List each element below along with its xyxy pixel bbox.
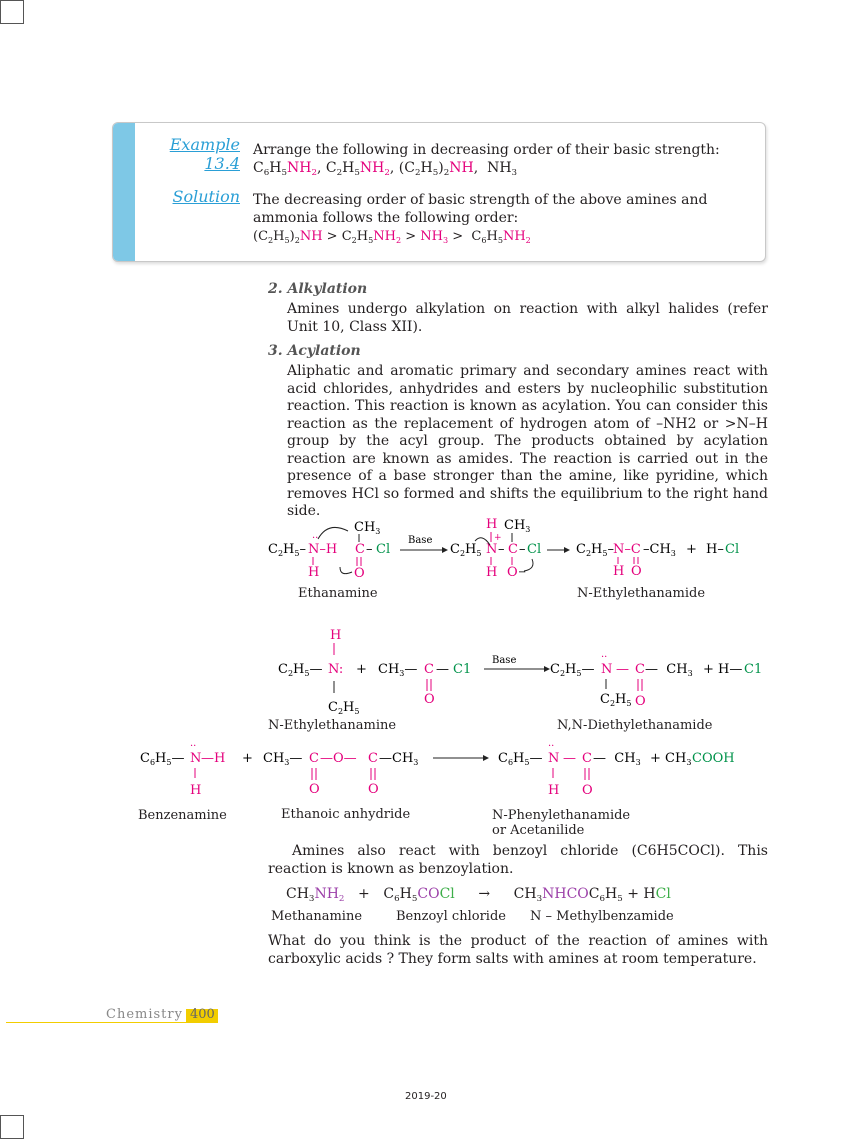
svg-text:Cl: Cl [725,542,740,557]
svg-text:O: O [635,694,646,709]
svg-text:CH3—: $CH_3—$ [263,751,303,767]
footer-page-number: 400 [190,1007,215,1022]
svg-text:N: N [486,542,498,557]
benzoylation-label-1: Methanamine [271,909,363,924]
svg-text:— CH3: — $CH_3$ [645,662,693,678]
crop-mark-bottom [0,1115,24,1139]
benzoylation-equation: $CH_3NH_2$ + $C_6H_5COCl$ → $CH_3NHCOC_6H_5$ + HCl [286,886,671,904]
example-box [112,122,766,262]
svg-text:−: − [518,567,527,578]
svg-text:C2H5–: $C_2H_5-$ [268,542,306,558]
reaction-3-scheme [138,738,768,800]
solution-text-body: The decreasing order of basic strength of the above amines and ammonia follows the following order: [253,192,708,226]
closing-text: What do you think is the product of the reaction of amines with carboxylic acids ? They form salts with amines at room temperature. [268,933,768,967]
svg-text:CH3: $CH_3$ [354,520,381,536]
svg-text:··: ·· [190,741,197,752]
svg-text:COOH: COOH [692,751,735,766]
svg-text:C: C [355,542,365,557]
reaction-2-product-label: N,N-Diethylethanamide [557,718,713,733]
svg-text:—H: —H [201,751,226,766]
svg-text:C: C [508,542,518,557]
svg-text:O: O [631,564,642,579]
svg-text:C6H5—: $C_6H_5—$ [498,751,543,767]
svg-text:N: N [601,662,613,677]
benzoylation-label-2: Benzoyl chloride [396,909,506,924]
section-text-acylation: Aliphatic and aromatic primary and secondary amines react with acid chlorides, anhydrides and esters by nucleophilic substitution reaction. This reaction is known as acylation. You can consider this reaction as the replacement of hydrogen atom of –NH2 or >N–H group by the acyl group. The products obtained by acylation reaction are known as amides. The reaction is carried out in the presence of a base stronger than the amine, like pyridine, which removes HCl so formed and shifts the equilibrium to the right hand side. [287,363,768,519]
reaction-2-scheme [278,625,768,720]
svg-text:N–C: N–C [613,542,641,557]
example-question [253,141,763,177]
section-heading-acylation: 3. Acylation [268,343,361,359]
svg-text:+: + [242,751,253,766]
svg-text:Cl: Cl [376,542,391,557]
reaction-2-reactant-label: N-Ethylethanamine [268,718,397,733]
solution-text [253,191,763,246]
example-question-text: Arrange the following in decreasing order of their basic strength: [253,142,720,158]
svg-text:–: – [366,542,373,557]
svg-text:C: C [635,662,645,677]
svg-text:O: O [424,692,435,707]
svg-text:—: — [616,662,629,677]
svg-text:C2H5—: $C_2H_5—$ [550,662,595,678]
footer-line [6,1022,216,1023]
svg-text:—: — [563,751,576,766]
benzoylation-text: Amines also react with benzoyl chloride (C6H5COCl). This reaction is known as benzoylation. [268,843,768,877]
svg-text:Cl: Cl [527,542,542,557]
svg-text:C2H5: $C_2H_5$ [328,700,360,716]
svg-text:H–: H– [706,542,724,557]
svg-text:H: H [486,517,498,532]
reaction-3-label-1: Benzenamine [138,808,227,823]
svg-text:C: C [424,662,434,677]
svg-text:C2H5: $C_2H_5$ [600,692,632,708]
svg-text:··: ·· [312,533,319,544]
benzoylation-label-3: N – Methylbenzamide [530,909,674,924]
reaction-1-product-label: N-Ethylethanamide [577,586,706,601]
reaction-1-scheme [268,515,768,585]
section-heading-alkylation: 2. Alkylation [268,281,368,297]
reaction-3-label-2: Ethanoic anhydride [281,807,411,822]
svg-text:–: – [498,542,505,557]
svg-text:O: O [582,783,593,798]
footer-subject: Chemistry [106,1007,183,1022]
svg-text:C: C [368,751,378,766]
svg-text:–CH3: $-CH_3$ [643,542,676,558]
crop-mark-top [0,0,24,24]
svg-text:C1: C1 [453,662,472,677]
svg-text:+ H—: + H— [703,662,743,677]
svg-text:— CH3: — $CH_3$ [593,751,641,767]
svg-text:C: C [582,751,592,766]
reaction-2-svg [278,625,768,720]
svg-text:CH3—: $CH_3—$ [378,662,418,678]
solution-order: $(C_2H_5)_2NH > C_2H_5NH_2 > NH_3 > C_6H_5NH_2$ [253,229,531,245]
reaction-1-reactant-label: Ethanamine [298,586,378,601]
svg-text:C2H5—: $C_2H_5—$ [278,662,323,678]
svg-text:CH3: $CH_3$ [504,518,531,534]
svg-text:N–H: N–H [308,542,338,557]
svg-text:H: H [308,565,320,580]
solution-label: Solution [172,187,240,206]
svg-text:—O—: —O— [320,751,357,766]
svg-text:+ CH3: + $CH_3$ [650,751,692,767]
svg-text:H: H [613,564,625,579]
svg-text:H: H [190,783,202,798]
section-text-alkylation: Amines undergo alkylation on reaction with alkyl halides (refer Unit 10, Class XII). [287,301,768,335]
svg-text:O: O [309,782,320,797]
svg-text:H: H [548,783,560,798]
svg-text:Base: Base [408,535,433,546]
svg-text:+: + [356,662,367,677]
svg-text:C2H5: $C_2H_5$ [450,542,482,558]
svg-text:H: H [486,565,498,580]
reaction-3-label-3a: N-Phenylethanamide [492,808,631,823]
reaction-1-svg [268,515,768,585]
svg-text:O: O [368,782,379,797]
svg-text:N: N [548,751,560,766]
reaction-3-label-3b: or Acetanilide [492,823,585,838]
example-label: Example 13.4 [169,135,240,173]
svg-text:O: O [507,565,518,580]
svg-text:··: ·· [548,741,555,752]
svg-text:+: + [494,533,502,543]
svg-text:C2H5–: $C_2H_5-$ [576,542,614,558]
svg-text:+: + [686,542,697,557]
svg-text:N:: N: [328,662,344,677]
svg-text:C1: C1 [744,662,763,677]
svg-text:··: ·· [601,652,608,663]
svg-text:C6H5—: $C_6H_5—$ [140,751,185,767]
example-box-bar [113,123,135,261]
svg-text:N: N [190,751,202,766]
svg-text:—: — [436,662,449,677]
svg-text:—CH3: $—CH_3$ [379,751,419,767]
svg-text:–: – [519,542,526,557]
reaction-2-base: Base [492,655,517,666]
example-compounds: $C_6H_5NH_2$, $C_2H_5NH_2$, $(C_2H_5)_2NH$, $NH_3$ [253,160,518,178]
footer-year: 2019-20 [405,1091,447,1102]
svg-text:H: H [330,628,342,643]
svg-text:C: C [309,751,319,766]
svg-text:O: O [354,566,365,581]
reaction-3-svg [138,738,768,800]
